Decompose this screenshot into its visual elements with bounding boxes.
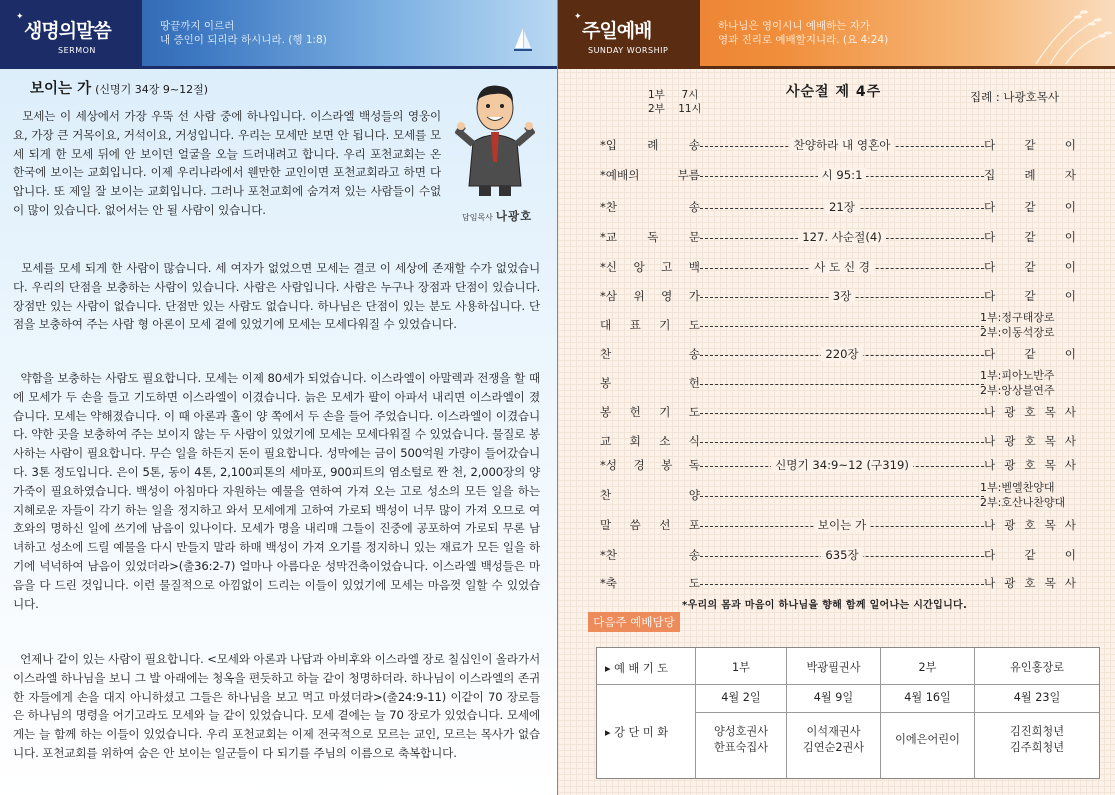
order-content: 신명기 34:9~12 (구319) <box>700 457 984 473</box>
order-content: 찬양하라 내 영혼아 <box>700 137 984 153</box>
worship-header-rule <box>558 66 1115 69</box>
order-leader: 다 같 이 <box>984 347 1076 361</box>
leader-dashes <box>700 326 984 327</box>
order-label: 봉 헌 기 도 <box>600 405 700 419</box>
order-leader: 1부:정구태장로 2부:이동석장로 <box>980 311 1055 339</box>
order-content: 3장 <box>700 288 984 304</box>
order-content: 보이는 가 <box>700 517 984 533</box>
order-row <box>600 457 1076 477</box>
order-label: 찬 양 <box>600 488 700 502</box>
duty-prayer-service1: 1부 <box>732 661 750 674</box>
order-label: *축 도 <box>600 576 700 590</box>
duty-date: 4월 9일 <box>813 691 854 704</box>
order-label: *예배의 부름 <box>600 168 700 182</box>
order-leader: 다 같 이 <box>984 260 1076 274</box>
duty-prayer-person2: 유인홍장로 <box>1009 661 1065 674</box>
order-row <box>600 137 1076 157</box>
service-times: 1부 7시 2부 11시 <box>648 89 702 115</box>
order-row <box>600 311 1076 339</box>
order-label: *성 경 봉 독 <box>600 458 700 472</box>
decor-label: ▸ 강 단 미 화 <box>605 726 669 739</box>
worship-notice: *우리의 몸과 마음이 하나님을 향해 함께 일어나는 시간입니다. <box>682 600 968 611</box>
leader-dashes <box>700 584 984 585</box>
sermon-paragraph-4: 언제나 같이 있는 사람이 필요합니다. <모세와 아론과 나답과 아비후와 이스라엘 장로 칠십인이 올라가서 이스라엘 하나님을 보니 그 발 아래에는 청옥을 편듯하고 하늘 같이 청명하더라. 하나님이 이스라엘의 존귀한 자들에게 손을 대지 아니하셨고 그들은 하나님을 보고 먹고 마셨더라>(출24:9-11) 이같이 70 장로들은 하나님의 명령을 어기고라도 모세와 늘 같이 있었습니다. 모세 곁에는 늘 70 장로가 있었습니다. 모세에게는 늘 함께 하는 이들이 있었습니다. 우리 포천교회는 이제 전국적으로 모르는 교인, 모르는 목사가 없습니다. 포천교회를 위하여 숨은 안 보이는 일군들이 다 되기를 주님의 이름으로 축복합니다. <box>13 652 541 760</box>
order-label: *찬 송 <box>600 548 700 562</box>
order-leader: 집 례 자 <box>984 168 1076 182</box>
sermon-header <box>0 0 557 66</box>
order-row <box>600 369 1076 397</box>
order-row <box>600 229 1076 249</box>
duty-decor-names: 양성호권사 한표숙집사 <box>713 725 769 754</box>
order-label: 교 회 소 식 <box>600 434 700 448</box>
order-leader: 나 광 호 목 사 <box>984 518 1076 532</box>
duty-rule <box>597 684 1099 685</box>
sermon-header-rule <box>0 66 557 69</box>
order-leader: 다 같 이 <box>984 200 1076 214</box>
order-label: *찬 송 <box>600 200 700 214</box>
worship-logo-subtitle: SUNDAY WORSHIP <box>588 46 669 55</box>
order-label: *교 독 문 <box>600 230 700 244</box>
worship-logo <box>558 0 700 66</box>
sermon-logo-subtitle: SERMON <box>58 46 96 55</box>
order-leader: 다 같 이 <box>984 289 1076 303</box>
order-row <box>600 167 1076 187</box>
wheat-icon <box>1026 2 1112 64</box>
sermon-header-verse: 땅끝까지 이르러 내 증인이 되리라 하시니라. (행 1:8) <box>160 20 327 46</box>
order-leader: 1부:피아노반주 2부:앙상블연주 <box>980 369 1055 397</box>
duty-date: 4월 23일 <box>1013 691 1061 704</box>
pastor-caption: 담임목사 나광호 <box>462 209 533 223</box>
order-leader: 다 같 이 <box>984 230 1076 244</box>
leader-dashes <box>700 496 984 497</box>
order-label: *입 례 송 <box>600 138 700 152</box>
order-label: *삼 위 영 가 <box>600 289 700 303</box>
order-row <box>600 433 1076 453</box>
order-label: 찬 송 <box>600 347 700 361</box>
sermon-title: 보이는 가 (신명기 34장 9~12절) <box>30 81 208 97</box>
duty-decor-names: 이석재권사 김연순2권사 <box>802 725 865 754</box>
order-row <box>600 517 1076 537</box>
duty-prayer-person1: 박광필권사 <box>806 661 861 674</box>
order-content: 시 95:1 <box>700 167 984 183</box>
leader-dashes <box>700 442 984 443</box>
prayer-label: ▸ 예 배 기 도 <box>605 662 669 675</box>
duty-table <box>596 647 1100 779</box>
order-row <box>600 404 1076 424</box>
leader-dashes <box>700 413 984 414</box>
order-row <box>600 288 1076 308</box>
worship-header <box>558 0 1115 66</box>
order-label: 봉 헌 <box>600 376 700 390</box>
pastor-caricature <box>455 82 535 200</box>
star-icon: ✦ <box>16 12 24 22</box>
order-leader: 나 광 호 목 사 <box>984 576 1076 590</box>
order-leader: 다 같 이 <box>984 138 1076 152</box>
duty-date: 4월 2일 <box>721 691 761 704</box>
order-leader: 1부:벧엘찬양대 2부:호산나찬양대 <box>980 481 1066 509</box>
duty-decor-names: 이에은어린이 <box>895 733 960 746</box>
pastor-name: 나광호 <box>495 209 533 223</box>
order-row <box>600 259 1076 279</box>
sailboat-icon <box>512 26 534 54</box>
worship-header-verse: 하나님은 영이시니 예배하는 자가 영과 진리로 예배할지니라. (요 4:24) <box>718 20 889 46</box>
order-content: 사 도 신 경 <box>700 259 984 275</box>
duty-date: 4월 16일 <box>904 691 951 704</box>
presider: 집례 : 나광호목사 <box>970 90 1059 104</box>
next-week-label: 다음주 예배담당 <box>588 612 680 632</box>
sermon-paragraph-3: 약함을 보충하는 사람도 필요합니다. 모세는 이제 80세가 되었습니다. 이스라엘이 아말렉과 전쟁을 할 때에 모세가 두 손을 들고 기도하면 이스라엘이 이겼습니다. 늙은 모세가 팔이 아파서 내리면 이스라엘이 졌습니다. 모세는 약해졌습니다. 이 때 아론과 훌이 양 쪽에서 두 손을 들어 주었습니다. 이스라엘이 이겼습니다. 약한 곳을 보충하여 주는 보이지 않는 두 사람이 있었기에 모세는 모세다워질 수 있었습니다. 물질로 봉사하는 사람이 필요합니다. 무슨 일을 하든지 돈이 필요합니다. 성막에는 금이 500억원 가량이 들어갔습니다. 3톤 정도입니다. 은이 5톤, 동이 4톤, 2,100피톤의 세마포, 900피트의 염소털로 짠 천, 2,000장의 양 가죽이 필요하였습니다. 백성이 아침마다 자원하는 예물을 연하여 가져 오는 고로 성소의 모든 일을 하는 지혜로운 자들이 각기 하는 일을 정지하고 와서 모세에게 고하여 가로되 백성이 너무 많이 가져 오므로 여호와의 명하신 일에 쓰기에 남음이 있나이다. 모세가 명을 내리매 그들이 진중에 공포하여 가로되 무론 남녀하고 성소에 드릴 예물을 다시 만들지 말라 하매 백성이 가져 오기를 정지하니 있는 재료가 모든 일을 하기에 넉넉하여 남음이 있었더라>(출36:2-7) 얼마나 아름다운 성막건축이었습니다. 이스라엘 백성들은 마음을 다 드린 것입니다. 이런 물질적으로 아낌없이 드리는 이들이 있었기에 모세는 마음껏 일할 수 있었습니다. <box>13 371 541 611</box>
order-row <box>600 575 1076 595</box>
order-leader: 다 같 이 <box>984 548 1076 562</box>
worship-title: 사순절 제 4주 <box>786 84 882 100</box>
order-content: 127. 사순절(4) <box>700 229 984 245</box>
leader-dashes <box>700 384 984 385</box>
order-label: 말 씀 선 포 <box>600 518 700 532</box>
worship-logo-title: 주일예배 <box>582 20 652 42</box>
order-leader: 나 광 호 목 사 <box>984 458 1076 472</box>
order-label: 대 표 기 도 <box>600 318 700 332</box>
order-leader: 나 광 호 목 사 <box>984 405 1076 419</box>
order-row <box>600 547 1076 567</box>
sermon-logo <box>0 0 142 66</box>
star-icon: ✦ <box>574 12 582 22</box>
order-label: *신 앙 고 백 <box>600 260 700 274</box>
duty-prayer-service2: 2부 <box>918 661 937 674</box>
order-row <box>600 199 1076 219</box>
duty-rule <box>696 712 1099 713</box>
sermon-logo-title: 생명의말씀 <box>24 20 111 42</box>
order-content: 635장 <box>700 547 984 563</box>
duty-decor-names: 김진희청년 김주희청년 <box>1009 725 1065 754</box>
order-content: 21장 <box>700 199 984 215</box>
sermon-paragraph-2: 모세를 모세 되게 한 사람이 많습니다. 세 여자가 없었으면 모세는 결코 이 세상에 존재할 수가 없었습니다. 우리의 단점을 보충하는 사람이 있습니다. 사람은 사람입니다. 사람은 누구나 장점과 단점이 있습니다. 장점만 있는 사람이 없습니다. 단점만 있는 사람도 없습니다. 하나님은 단점이 있는 분도 사용하십니다. 단점을 보충하여 주는 사람 형 아론이 모세 곁에 있었기에 모세는 모세다워질 수 있었습니다. <box>13 261 540 332</box>
sermon-paragraph-1: 모세는 이 세상에서 가장 우뚝 선 사람 중에 하나입니다. 이스라엘 백성들의 영웅이요, 가장 큰 거목이요, 거석이요, 거성입니다. 우리는 모세만 보면 안 됩니다. 모세를 모세 되게 한 모세 뒤에 안 보이던 얼굴을 오늘 드러내려고 합니다. 우리 포천교회는 온 한국에 보이는 교회입니다. 이제 우리나라에서 웬만한 교인이면 포천교회라고 하면 다 압니다. 또 제일 잘 보이는 교회입니다. 그러나 포천교회에 숨겨져 있는 사람들이 수없이 많이 있습니다. 없어서는 안 될 사람이 있습니다. <box>13 109 441 217</box>
order-leader: 나 광 호 목 사 <box>984 434 1076 448</box>
sermon-reference: (신명기 34장 9~12절) <box>95 83 208 96</box>
order-row <box>600 346 1076 366</box>
order-content: 220장 <box>700 346 984 362</box>
order-row <box>600 481 1076 509</box>
